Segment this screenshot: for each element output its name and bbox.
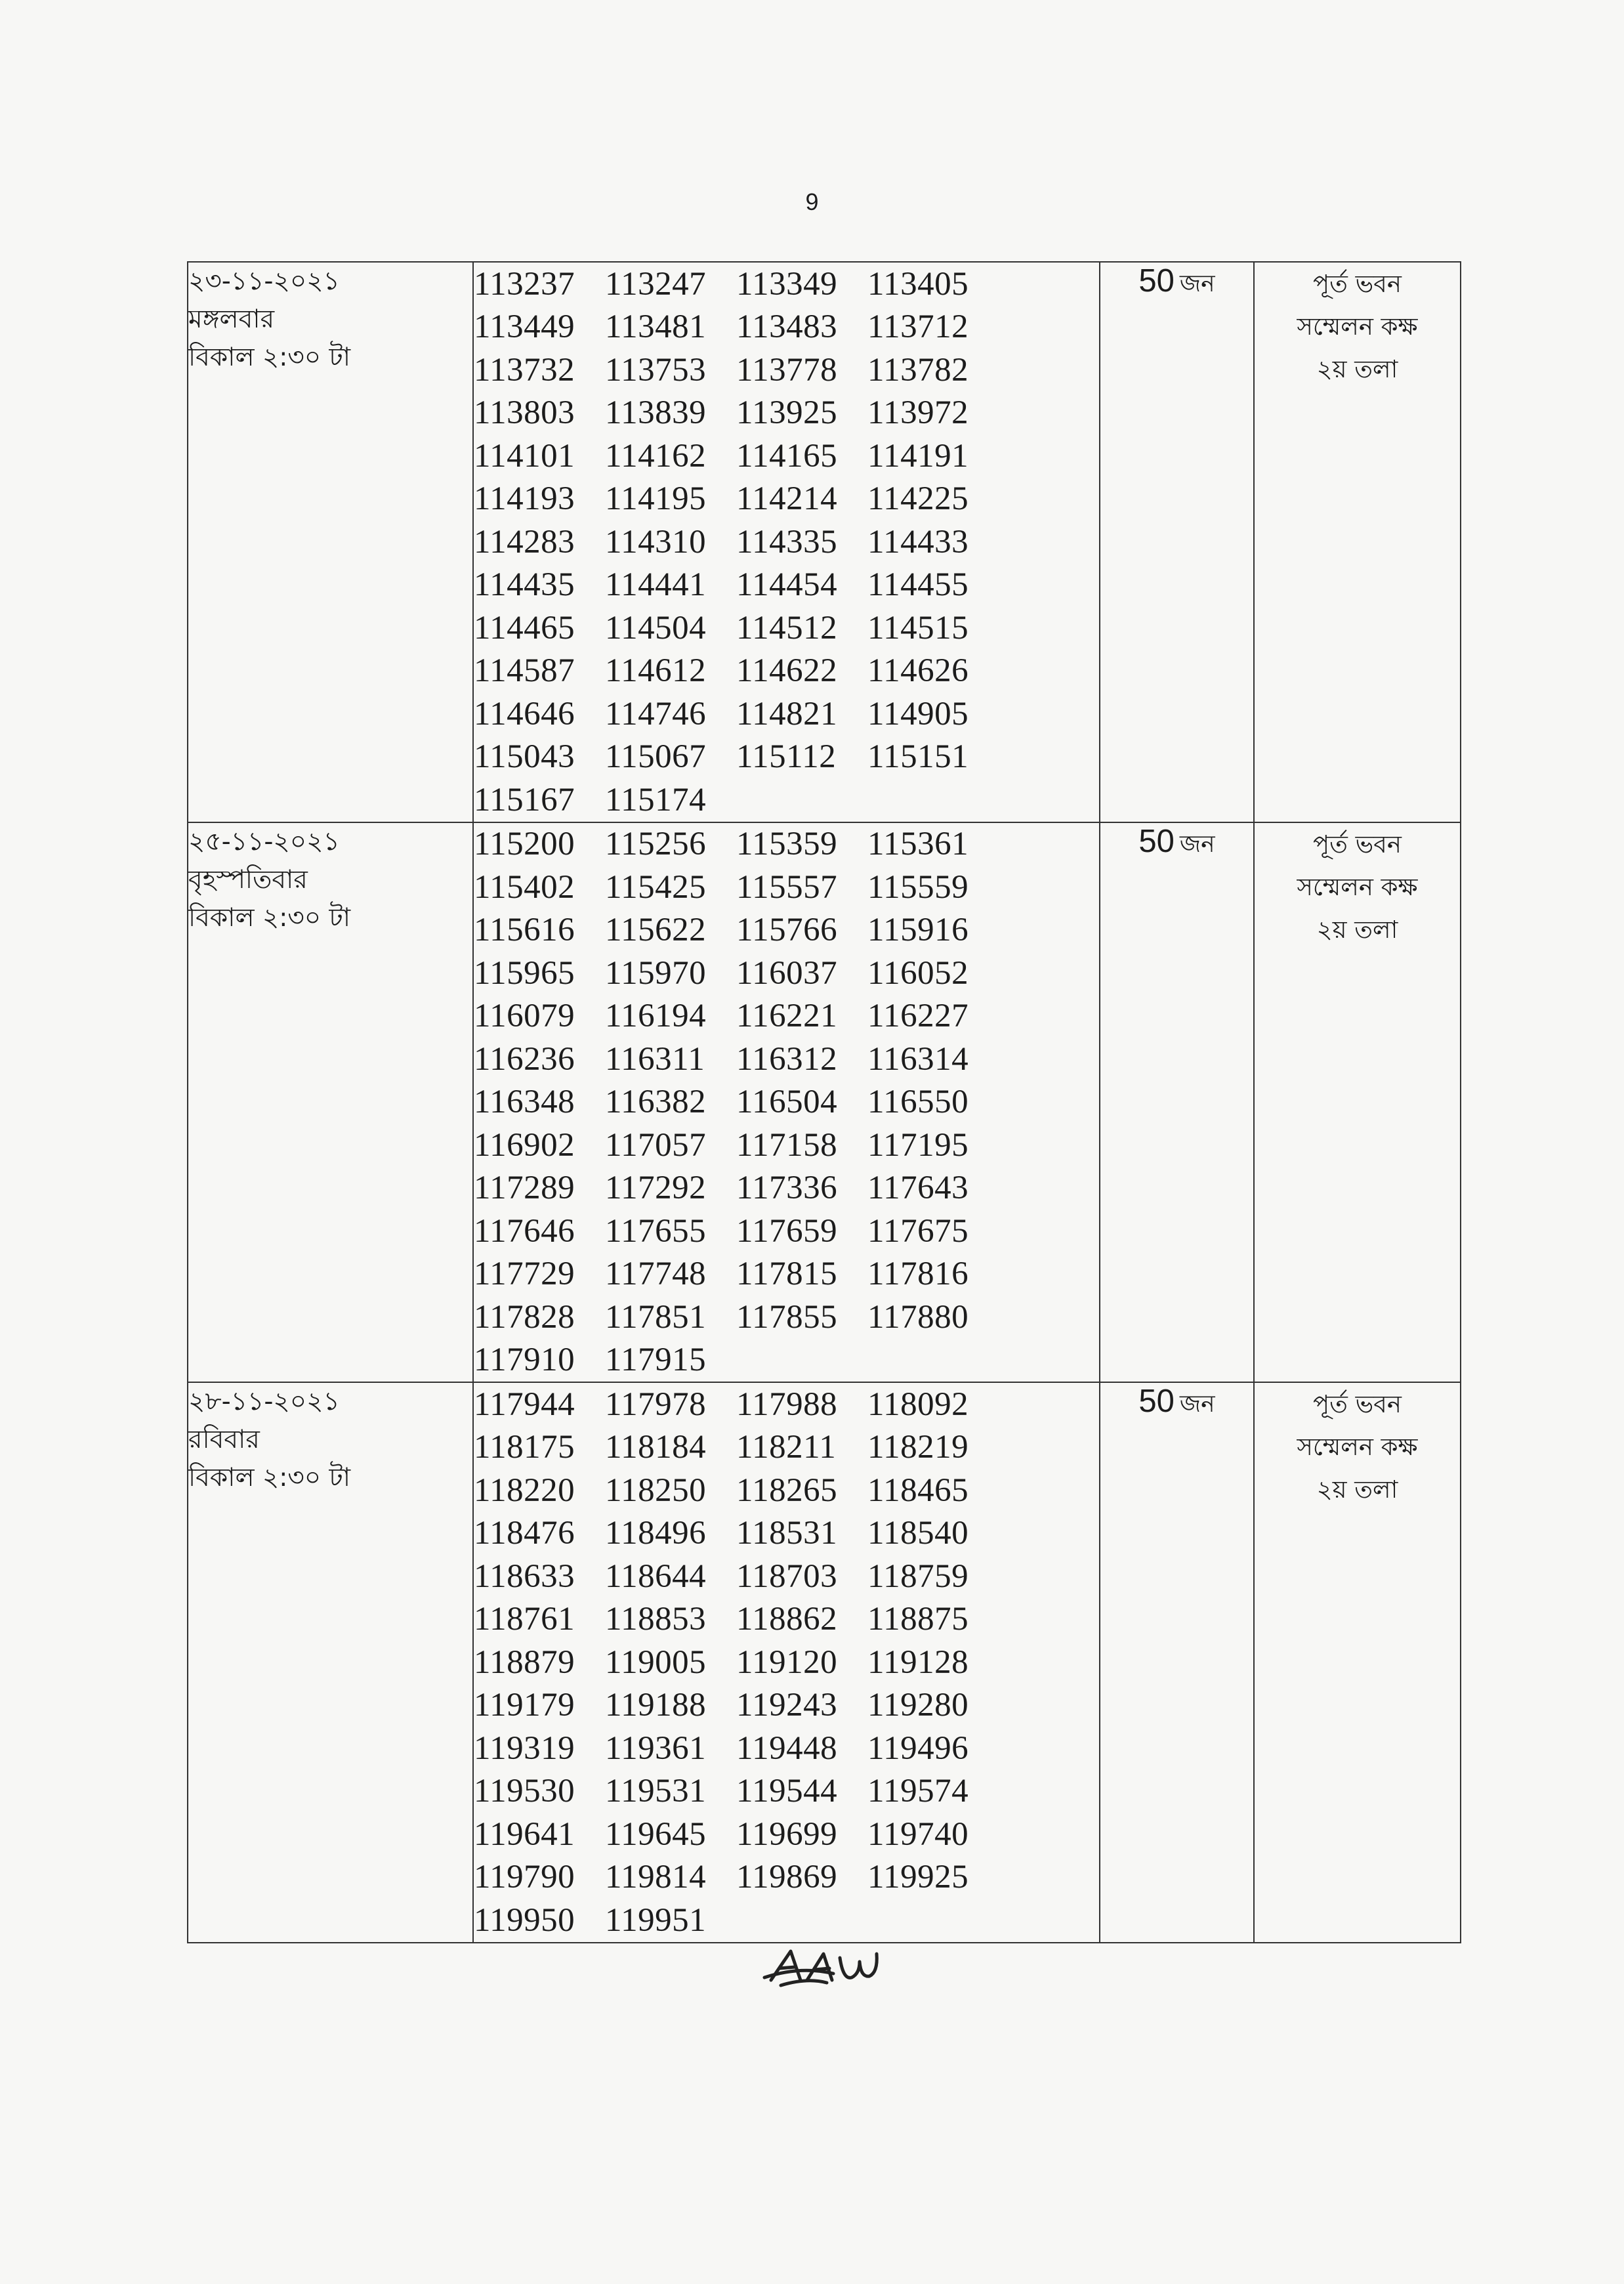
roll-number: 119869 [736, 1859, 838, 1896]
roll-number: 116382 [605, 1084, 707, 1121]
roll-number-line [474, 1081, 1099, 1124]
roll-number: 115425 [605, 868, 707, 906]
roll-number: 119188 [605, 1687, 707, 1724]
roll-number: 119790 [474, 1859, 575, 1896]
roll-number: 117816 [867, 1256, 969, 1293]
roll-number-line [474, 1856, 1099, 1899]
roll-number: 117675 [867, 1212, 969, 1250]
roll-number: 115622 [605, 912, 707, 949]
candidate-count: 50 [1138, 263, 1175, 299]
roll-number: 116550 [867, 1084, 969, 1121]
roll-number-line [474, 520, 1099, 564]
roll-number: 117851 [605, 1298, 707, 1336]
roll-number: 114225 [867, 480, 969, 518]
roll-number: 115557 [736, 868, 838, 906]
roll-number: 119641 [474, 1815, 575, 1853]
roll-number: 114441 [605, 566, 707, 604]
roll-number: 119699 [736, 1815, 838, 1853]
roll-number: 114905 [867, 695, 969, 732]
roll-number-line [474, 1167, 1099, 1210]
roll-number: 117855 [736, 1298, 838, 1336]
roll-number: 118220 [474, 1471, 575, 1509]
candidate-count-unit: জন [1179, 830, 1215, 858]
candidate-count-cell [1100, 262, 1254, 822]
roll-number: 114612 [605, 652, 707, 690]
roll-number: 117289 [474, 1170, 575, 1207]
roll-number: 115067 [605, 738, 707, 776]
roll-number: 117944 [474, 1385, 575, 1423]
roll-number: 115200 [474, 826, 575, 863]
signature [761, 1939, 892, 1999]
roll-number: 114821 [736, 695, 838, 732]
exam-time: বিকাল ২:৩০ টা [188, 1463, 351, 1492]
roll-number-line [474, 1469, 1099, 1512]
roll-number: 118633 [474, 1557, 575, 1595]
roll-number: 113839 [605, 394, 707, 432]
roll-number: 113778 [736, 351, 838, 389]
roll-number: 115151 [867, 738, 969, 776]
exam-day: রবিবার [188, 1425, 260, 1454]
roll-number: 117880 [867, 1298, 969, 1336]
roll-number-line [474, 1899, 1099, 1942]
roll-number: 119531 [605, 1773, 707, 1810]
roll-number-line [474, 1727, 1099, 1770]
roll-number: 114335 [736, 523, 838, 560]
candidate-count: 50 [1138, 823, 1175, 859]
roll-number: 118211 [736, 1429, 837, 1466]
roll-number: 115970 [605, 954, 707, 992]
roll-number: 113483 [736, 308, 838, 346]
roll-number: 114622 [736, 652, 838, 690]
venue-cell [1254, 262, 1461, 822]
exam-date: ২৩-১১-২০২১ [188, 266, 340, 296]
roll-number: 119280 [867, 1687, 969, 1724]
candidate-count-unit: জন [1179, 270, 1215, 297]
candidate-count-cell [1100, 1382, 1254, 1943]
roll-number: 117646 [474, 1212, 575, 1250]
roll-number: 118862 [736, 1601, 838, 1638]
roll-number-line [474, 866, 1099, 909]
roll-number: 114283 [474, 523, 575, 560]
roll-number-line [474, 1770, 1099, 1813]
venue-line: ২য় তলা [1316, 915, 1398, 944]
roll-number: 113237 [474, 265, 575, 303]
venue-line: পূর্ত ভবন [1313, 1390, 1402, 1418]
roll-number-line [474, 692, 1099, 736]
roll-number: 118761 [474, 1601, 575, 1638]
roll-number-line [474, 606, 1099, 650]
roll-number: 118184 [605, 1429, 707, 1466]
roll-number: 119544 [736, 1773, 838, 1810]
roll-number: 116902 [474, 1126, 575, 1164]
roll-number: 114162 [605, 437, 707, 475]
roll-number: 114515 [867, 609, 969, 646]
roll-number: 118265 [736, 1471, 838, 1509]
roll-number-line [474, 263, 1099, 306]
roll-number: 118853 [605, 1601, 707, 1638]
roll-number: 113349 [736, 265, 838, 303]
exam-time: বিকাল ২:৩০ টা [188, 343, 351, 372]
venue-line: পূর্ত ভবন [1313, 270, 1402, 298]
candidate-count-unit: জন [1179, 1391, 1215, 1418]
roll-number: 114504 [605, 609, 707, 646]
roll-number: 118879 [474, 1643, 575, 1681]
exam-day: মঙ্গলবার [188, 305, 275, 334]
roll-number: 113712 [867, 308, 969, 346]
roll-number: 115559 [867, 868, 969, 906]
roll-number-line [474, 349, 1099, 392]
roll-numbers-cell [473, 262, 1100, 822]
roll-number: 115256 [605, 826, 707, 863]
roll-number: 118250 [605, 1471, 707, 1509]
date-cell [188, 822, 473, 1383]
roll-number: 119243 [736, 1687, 838, 1724]
schedule-table [187, 261, 1461, 1943]
roll-number-line [474, 564, 1099, 607]
roll-number: 115112 [736, 738, 837, 776]
roll-number: 118644 [605, 1557, 707, 1595]
roll-number-line [474, 1684, 1099, 1727]
roll-number: 119574 [867, 1773, 969, 1810]
roll-number: 117748 [605, 1256, 707, 1293]
roll-number-line [474, 1555, 1099, 1598]
roll-number: 114512 [736, 609, 838, 646]
venue-line: পূর্ত ভবন [1313, 830, 1402, 858]
roll-number: 117659 [736, 1212, 838, 1250]
roll-number: 119120 [736, 1643, 838, 1681]
roll-number: 113449 [474, 308, 575, 346]
roll-number: 113803 [474, 394, 575, 432]
date-cell [188, 1382, 473, 1943]
roll-number: 119950 [474, 1901, 575, 1939]
roll-number: 116052 [867, 954, 969, 992]
roll-number-line [474, 1253, 1099, 1296]
roll-number-line [474, 1210, 1099, 1253]
roll-number: 114454 [736, 566, 838, 604]
roll-number-line [474, 478, 1099, 521]
roll-number-line [474, 434, 1099, 478]
roll-number-line [474, 1813, 1099, 1856]
roll-number: 114587 [474, 652, 575, 690]
roll-number: 113732 [474, 351, 575, 389]
roll-number: 115916 [867, 912, 969, 949]
roll-number: 114646 [474, 695, 575, 732]
roll-number: 113972 [867, 394, 969, 432]
roll-number: 114165 [736, 437, 838, 475]
roll-number-line [474, 952, 1099, 995]
roll-number: 119740 [867, 1815, 969, 1853]
roll-number: 116348 [474, 1084, 575, 1121]
roll-number-line [474, 1296, 1099, 1339]
roll-number: 119530 [474, 1773, 575, 1810]
roll-number: 114435 [474, 566, 575, 604]
roll-number: 115766 [736, 912, 838, 949]
roll-number: 118875 [867, 1601, 969, 1638]
roll-number: 115043 [474, 738, 575, 776]
roll-number: 115174 [605, 781, 707, 818]
roll-number: 118175 [474, 1429, 575, 1466]
page-number: 9 [805, 188, 819, 215]
roll-number-line [474, 909, 1099, 952]
roll-number: 114101 [474, 437, 575, 475]
roll-number: 116311 [605, 1040, 705, 1078]
roll-number: 117910 [474, 1342, 575, 1379]
roll-number: 119814 [605, 1859, 707, 1896]
roll-number: 116194 [605, 998, 707, 1035]
roll-number: 113925 [736, 394, 838, 432]
roll-number: 119645 [605, 1815, 707, 1853]
roll-number: 119925 [867, 1859, 969, 1896]
roll-number: 115616 [474, 912, 575, 949]
venue-line: ২য় তলা [1316, 355, 1398, 383]
roll-number-line [474, 1383, 1099, 1426]
roll-number-line [474, 1598, 1099, 1641]
roll-number: 117988 [736, 1385, 838, 1423]
roll-numbers-cell [473, 822, 1100, 1383]
roll-number: 114433 [867, 523, 969, 560]
roll-number-line [474, 1339, 1099, 1382]
roll-number-line [474, 778, 1099, 822]
roll-number: 116037 [736, 954, 838, 992]
roll-number: 117643 [867, 1170, 969, 1207]
schedule-row [188, 262, 1461, 822]
venue-cell [1254, 1382, 1461, 1943]
roll-number: 118703 [736, 1557, 838, 1595]
roll-number-line [474, 1426, 1099, 1470]
schedule-row [188, 1382, 1461, 1943]
roll-number: 117978 [605, 1385, 707, 1423]
roll-number: 115965 [474, 954, 575, 992]
candidate-count: 50 [1138, 1384, 1175, 1419]
roll-number: 114310 [605, 523, 707, 560]
roll-number: 114465 [474, 609, 575, 646]
roll-number: 116312 [736, 1040, 838, 1078]
roll-number: 118531 [736, 1515, 838, 1552]
roll-number: 117915 [605, 1342, 707, 1379]
roll-number: 117158 [736, 1126, 838, 1164]
roll-number-line [474, 1038, 1099, 1081]
roll-number: 117815 [736, 1256, 838, 1293]
roll-number-line [474, 306, 1099, 349]
roll-number-line [474, 995, 1099, 1038]
roll-number: 117292 [605, 1170, 707, 1207]
roll-number-line [474, 1124, 1099, 1167]
roll-number: 114191 [867, 437, 969, 475]
roll-number: 119319 [474, 1729, 575, 1767]
roll-number: 119128 [867, 1643, 969, 1681]
roll-number: 114193 [474, 480, 575, 518]
roll-number: 117057 [605, 1126, 707, 1164]
roll-number: 117336 [736, 1170, 838, 1207]
roll-number: 115361 [867, 826, 969, 863]
roll-number-line [474, 1512, 1099, 1555]
roll-number: 118219 [867, 1429, 969, 1466]
roll-number: 113247 [605, 265, 707, 303]
roll-number: 118092 [867, 1385, 969, 1423]
roll-number: 119496 [867, 1729, 969, 1767]
roll-number: 117729 [474, 1256, 575, 1293]
roll-number-line [474, 1641, 1099, 1684]
roll-number: 118476 [474, 1515, 575, 1552]
roll-number: 117195 [867, 1126, 969, 1164]
roll-number: 115359 [736, 826, 838, 863]
roll-number: 114455 [867, 566, 969, 604]
roll-number: 118496 [605, 1515, 707, 1552]
roll-number: 119361 [605, 1729, 707, 1767]
roll-number: 115167 [474, 781, 575, 818]
roll-number: 114214 [736, 480, 838, 518]
roll-number: 114626 [867, 652, 969, 690]
roll-number: 113405 [867, 265, 969, 303]
roll-number: 116504 [736, 1084, 838, 1121]
roll-number: 116227 [867, 998, 969, 1035]
exam-time: বিকাল ২:৩০ টা [188, 902, 351, 933]
roll-number: 119951 [605, 1901, 707, 1939]
roll-number: 116236 [474, 1040, 575, 1078]
venue-line: সম্মেলন কক্ষ [1297, 312, 1418, 341]
roll-number: 117828 [474, 1298, 575, 1336]
roll-number: 118465 [867, 1471, 969, 1509]
roll-number: 118540 [867, 1515, 969, 1552]
roll-number: 114195 [605, 480, 707, 518]
date-cell [188, 262, 473, 822]
roll-number-line [474, 650, 1099, 693]
roll-number: 113753 [605, 351, 707, 389]
roll-number: 118759 [867, 1557, 969, 1595]
exam-day: বৃহস্পতিবার [188, 864, 308, 895]
venue-line: সম্মেলন কক্ষ [1297, 872, 1418, 901]
venue-line: ২য় তলা [1316, 1475, 1398, 1504]
roll-number: 114746 [605, 695, 707, 732]
roll-number: 119448 [736, 1729, 838, 1767]
roll-number: 116314 [867, 1040, 969, 1078]
venue-line: সম্মেলন কক্ষ [1297, 1433, 1418, 1461]
roll-number-line [474, 823, 1099, 866]
roll-number: 113481 [605, 308, 707, 346]
exam-date: ২৫-১১-২০২১ [188, 826, 340, 857]
exam-date: ২৮-১১-২০২১ [188, 1387, 340, 1416]
schedule-row [188, 822, 1461, 1383]
roll-numbers-cell [473, 1382, 1100, 1943]
roll-number: 116079 [474, 998, 575, 1035]
roll-number: 119179 [474, 1687, 575, 1724]
roll-number: 113782 [867, 351, 969, 389]
roll-number: 115402 [474, 868, 575, 906]
roll-number: 116221 [736, 998, 838, 1035]
roll-number-line [474, 736, 1099, 779]
candidate-count-cell [1100, 822, 1254, 1383]
venue-cell [1254, 822, 1461, 1383]
roll-number: 117655 [605, 1212, 707, 1250]
roll-number-line [474, 392, 1099, 435]
roll-number: 119005 [605, 1643, 707, 1681]
